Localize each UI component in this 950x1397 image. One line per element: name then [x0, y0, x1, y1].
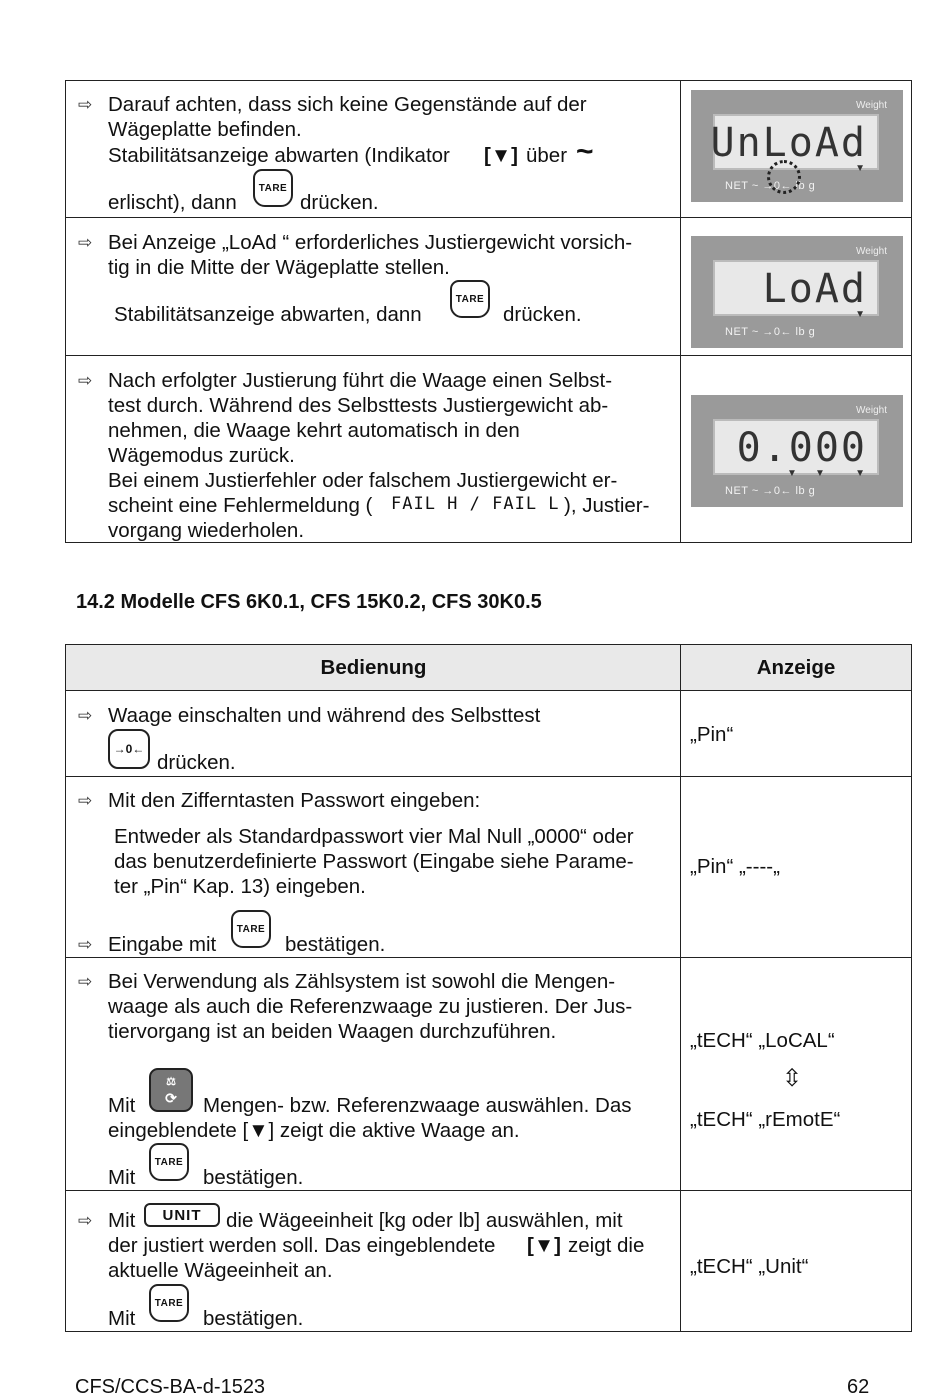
instruction-text: Nach erfolgter Justierung führt die Waage einen Selbst- [108, 369, 613, 392]
instruction-text: Mit [108, 1094, 136, 1117]
instruction-text: Bei einem Justierfehler oder falschem Justiergewicht er- [108, 469, 618, 492]
lcd-status-bar: NET ~ →0← lb g [725, 485, 816, 497]
hollow-arrow-icon: ⇨ [78, 1211, 93, 1230]
indicator-arrow-icon: ▼ [855, 163, 865, 174]
lcd-digits: LoAd [762, 266, 867, 312]
hollow-arrow-icon: ⇨ [78, 371, 93, 390]
instruction-text: tiervorgang ist an beiden Waagen durchzuführen. [108, 1020, 557, 1043]
table-row [66, 957, 911, 1190]
indicator-arrow-icon: ▼ [787, 468, 797, 479]
instruction-text: Bei Anzeige „LoAd “ erforderliches Justiergewicht vorsich- [108, 231, 633, 254]
instruction-text: Mit [108, 1209, 136, 1232]
table-row [66, 776, 911, 957]
weighing-display-image [691, 236, 903, 348]
hollow-arrow-icon: ⇨ [78, 95, 93, 114]
table-row [66, 1190, 911, 1331]
lcd-status-bar: NET ~ →0← lb g [725, 180, 816, 192]
tare-key-icon: TARE [231, 910, 271, 948]
instruction-text: ter „Pin“ Kap. 13) eingeben. [114, 875, 366, 898]
hollow-arrow-icon: ⇨ [78, 972, 93, 991]
display-value: „Pin“ „----„ [690, 855, 780, 878]
zero-key-icon: →0← [108, 729, 150, 769]
lcd-screen [713, 260, 879, 320]
instruction-text: die Wägeeinheit [kg oder lb] auswählen, mit [226, 1209, 623, 1232]
display-value: „tECH“ „rEmotE“ [690, 1108, 841, 1131]
instruction-text: Wägeplatte befinden. [108, 118, 302, 141]
lcd-status-bar: NET ~ →0← lb g [725, 326, 816, 338]
instruction-text: aktuelle Wägeeinheit an. [108, 1259, 333, 1282]
lcd-screen [710, 114, 879, 174]
instruction-cell [66, 81, 681, 217]
tare-key-icon: TARE [149, 1284, 189, 1322]
stability-indicator-symbol: [▼] [484, 144, 518, 167]
instruction-text: Eingabe mit [108, 933, 217, 956]
instruction-text: das benutzerdefinierte Passwort (Eingabe siehe Parame- [114, 850, 634, 873]
instruction-text: Bei Verwendung als Zählsystem ist sowohl die Mengen- [108, 970, 616, 993]
section-title: 14.2 Modelle CFS 6K0.1, CFS 15K0.2, CFS 30K0.5 [76, 591, 542, 613]
weight-label: Weight [856, 246, 887, 257]
instruction-text: Mit den Zifferntasten Passwort eingeben: [108, 789, 481, 812]
scale-switch-key-icon: ⚖ ⟳ [149, 1068, 193, 1112]
instruction-text: über [526, 144, 568, 167]
instruction-text: Mengen- bzw. Referenzwaage auswählen. Das [203, 1094, 632, 1117]
table-header-row [66, 645, 911, 690]
instruction-text: Darauf achten, dass sich keine Gegenstände auf der [108, 93, 587, 116]
dotted-highlight-circle [767, 160, 801, 194]
hollow-arrow-icon: ⇨ [78, 791, 93, 810]
instruction-cell [66, 777, 681, 957]
unit-key-icon: UNIT [144, 1203, 220, 1227]
operation-table [65, 644, 912, 1332]
error-message-code: FAIL H / FAIL L [391, 494, 560, 514]
instruction-text: Entweder als Standardpasswort vier Mal Null „0000“ oder [114, 825, 634, 848]
instruction-text: vorgang wiederholen. [108, 519, 305, 542]
display-cell [681, 356, 911, 542]
display-cell [681, 81, 911, 217]
instruction-text: Mit [108, 1307, 136, 1330]
instruction-text: drücken. [157, 751, 236, 774]
table-row [66, 690, 911, 776]
weighing-display-image [691, 395, 903, 507]
tare-key-icon: TARE [149, 1143, 189, 1181]
instruction-text: erlischt), dann [108, 191, 237, 214]
footer-doc-id: CFS/CCS-BA-d-1523 [75, 1376, 266, 1397]
instruction-text: waage als auch die Referenzwaage zu justieren. Der Jus- [108, 995, 633, 1018]
weight-label: Weight [856, 100, 887, 111]
instruction-text: bestätigen. [285, 933, 386, 956]
instruction-text: bestätigen. [203, 1166, 304, 1189]
indicator-arrow-icon: ▼ [855, 309, 865, 320]
instruction-text: test durch. Während des Selbsttests Justiergewicht ab- [108, 394, 609, 417]
display-value: „Pin“ [690, 723, 734, 746]
instruction-text: scheint eine Fehlermeldung ( [108, 494, 373, 517]
instruction-text: ), Justier- [564, 494, 650, 517]
indicator-arrow-icon: ▼ [815, 468, 825, 479]
table-row [66, 81, 911, 217]
instruction-cell [66, 1191, 681, 1331]
instruction-text: Stabilitätsanzeige abwarten (Indikator [108, 144, 450, 167]
instruction-text: Wägemodus zurück. [108, 444, 295, 467]
column-header-bedienung: Bedienung [320, 656, 427, 679]
weight-label: Weight [856, 405, 887, 416]
instruction-text: drücken. [503, 303, 582, 326]
instruction-text: drücken. [300, 191, 379, 214]
table-row [66, 355, 911, 542]
column-header-anzeige: Anzeige [756, 656, 836, 679]
instruction-text: bestätigen. [203, 1307, 304, 1330]
display-cell [681, 691, 911, 776]
header-cell [681, 645, 911, 690]
hollow-arrow-icon: ⇨ [78, 935, 93, 954]
tare-key-icon: TARE [450, 280, 490, 318]
instruction-text: zeigt die [568, 1234, 645, 1257]
indicator-symbol: [▼] [527, 1234, 561, 1257]
display-value: „tECH“ „Unit“ [690, 1255, 809, 1278]
up-down-arrow-icon: ⇳ [782, 1065, 803, 1092]
tare-key-icon: TARE [253, 169, 293, 207]
table-row [66, 217, 911, 355]
display-cell [681, 777, 911, 957]
lcd-screen [713, 419, 879, 479]
footer-page-number: 62 [847, 1376, 870, 1397]
display-cell [681, 958, 911, 1190]
instruction-cell [66, 356, 681, 542]
header-cell [66, 645, 681, 690]
instruction-text: Stabilitätsanzeige abwarten, dann [114, 303, 422, 326]
instruction-cell [66, 958, 681, 1190]
weighing-display-image [691, 90, 903, 202]
indicator-arrow-icon: ▼ [855, 468, 865, 479]
lcd-digits: 0.000 [736, 425, 867, 471]
instruction-cell [66, 218, 681, 355]
hollow-arrow-icon: ⇨ [78, 706, 93, 725]
display-value: „tECH“ „LoCAL“ [690, 1029, 835, 1052]
instruction-text: eingeblendete [▼] zeigt die aktive Waage an. [108, 1119, 520, 1142]
display-cell [681, 1191, 911, 1331]
tilde-stability-icon: ~ [576, 135, 594, 168]
instruction-cell [66, 691, 681, 776]
lcd-digits: UnLoAd [710, 120, 867, 166]
instruction-text: Waage einschalten und während des Selbsttest [108, 704, 541, 727]
hollow-arrow-icon: ⇨ [78, 233, 93, 252]
instruction-text: nehmen, die Waage kehrt automatisch in den [108, 419, 520, 442]
instruction-text: tig in die Mitte der Wägeplatte stellen. [108, 256, 450, 279]
instruction-text: Mit [108, 1166, 136, 1189]
instruction-text: der justiert werden soll. Das eingeblendete [108, 1234, 496, 1257]
display-cell [681, 218, 911, 355]
calibration-steps-table [65, 80, 912, 543]
